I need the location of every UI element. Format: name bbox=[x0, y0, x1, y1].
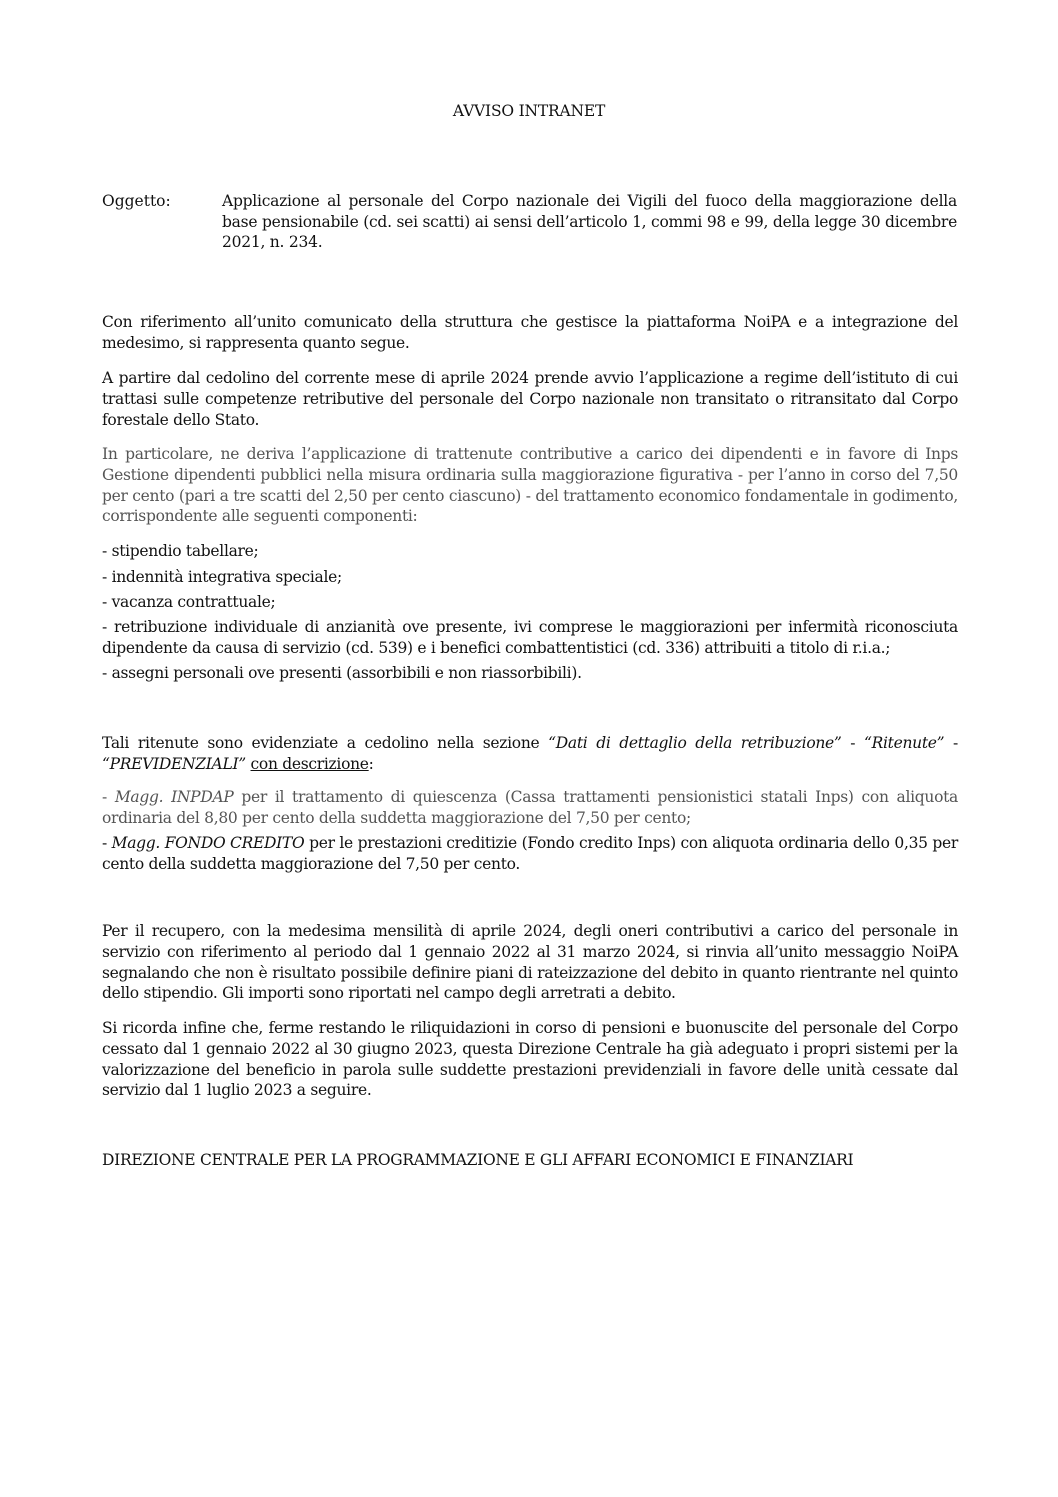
ritenute-intro: Tali ritenute sono evidenziate a cedolino nella sezione bbox=[102, 734, 549, 752]
subject-block bbox=[102, 191, 958, 253]
colon: : bbox=[368, 754, 374, 773]
item-inpdap bbox=[102, 787, 958, 829]
document-title: AVVISO INTRANET bbox=[452, 102, 606, 120]
section-dettaglio: “Dati di dettaglio della retribuzione” bbox=[548, 734, 842, 752]
paragraph-particolare: In particolare, ne deriva l’applicazione di trattenute contributive a carico dei dipendenti e in favore di Inps Gestione dipendenti pubblici nella misura ordinaria sulla maggiorazione figurativa - per l’anno in corso del 7,50 per cento (pari a tre scatti del 2,50 per cento ciascuno) - del trattamento economico fondamentale in godimento, corrispondente alle seguenti componenti: bbox=[102, 445, 958, 526]
component-item: - assegni personali ove presenti (assorbibili e non riassorbibili). bbox=[102, 664, 582, 682]
paragraph-avvio: A partire dal cedolino del corrente mese di aprile 2024 prende avvio l’applicazione a regime dell’istituto di cui trattasi sulle competenze retributive del personale del Corpo nazionale non transitato o ritransitato dal Corpo forestale dello Stato. bbox=[102, 369, 958, 429]
item-name: Magg. INPDAP bbox=[114, 788, 234, 806]
signature: DIREZIONE CENTRALE PER LA PROGRAMMAZIONE E GLI AFFARI ECONOMICI E FINANZIARI bbox=[102, 1151, 854, 1169]
component-item: - retribuzione individuale di anzianità ove presente, ivi comprese le maggiorazioni per infermità riconosciuta dipendente da causa di servizio (cd. 539) e i benefici combattentistici (cd. 336) attribuiti a titolo di r.i.a.; bbox=[102, 618, 958, 657]
component-item: - indennità integrativa speciale; bbox=[102, 568, 342, 586]
paragraph-ricorda: Si ricorda infine che, ferme restando le riliquidazioni in corso di pensioni e buonuscite del personale del Corpo cessato dal 1 gennaio 2022 al 30 giugno 2023, questa Direzione Centrale ha già adeguato i propri sistemi per la valorizzazione del beneficio in parola sulle suddette prestazioni previdenziali in favore delle unità cessate dal servizio dal 1 luglio 2023 a seguire. bbox=[102, 1019, 958, 1100]
with-description-label: con descrizione bbox=[250, 754, 369, 773]
item-name: Magg. FONDO CREDITO bbox=[111, 834, 305, 852]
subject-label: Oggetto: bbox=[102, 192, 171, 210]
component-item: - stipendio tabellare; bbox=[102, 542, 259, 560]
item-fondo-credito bbox=[102, 833, 958, 875]
separator: - bbox=[841, 734, 865, 752]
item-text: per il trattamento di quiescenza (Cassa trattamenti pensionistici statali Inps) con aliquota ordinaria del 8,80 per cento della suddetta maggiorazione del 7,50 per cento; bbox=[102, 788, 958, 827]
paragraph-ritenute bbox=[102, 733, 958, 775]
separator: - bbox=[944, 734, 958, 752]
paragraph-riferimento: Con riferimento all’unito comunicato della struttura che gestisce la piattaforma NoiPA e a integrazione del medesimo, si rappresenta quanto segue. bbox=[102, 313, 958, 352]
item-prefix: - bbox=[102, 788, 115, 806]
item-prefix: - bbox=[102, 834, 112, 852]
component-item: - vacanza contrattuale; bbox=[102, 593, 276, 611]
section-previdenziali: “PREVIDENZIALI” bbox=[102, 754, 246, 773]
section-ritenute: “Ritenute” bbox=[864, 734, 945, 752]
item-text: per le prestazioni creditizie (Fondo credito Inps) con aliquota ordinaria dello 0,35 per cento della suddetta maggiorazione del 7,50 per cento. bbox=[102, 834, 958, 873]
subject-text: Applicazione al personale del Corpo nazionale dei Vigili del fuoco della maggiorazione della base pensionabile (cd. sei scatti) ai sensi dell’articolo 1, commi 98 e 99, della legge 30 dicembre 2021, n. 234. bbox=[222, 192, 957, 251]
paragraph-recupero: Per il recupero, con la medesima mensilità di aprile 2024, degli oneri contributivi a carico del personale in servizio con riferimento al periodo dal 1 gennaio 2022 al 31 marzo 2024, si rinvia all’unito messaggio NoiPA segnalando che non è risultato possibile definire piani di rateizzazione del debito in quanto rientrante nel quinto dello stipendio. Gli importi sono riportati nel campo degli arretrati a debito. bbox=[102, 922, 958, 1003]
